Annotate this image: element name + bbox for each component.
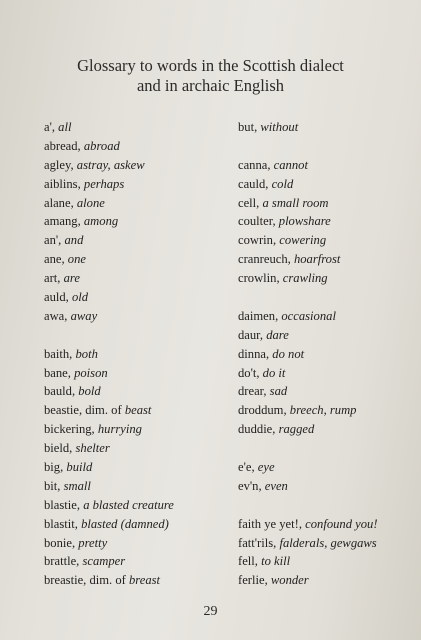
entry-term: brattle, [44,554,80,569]
entry-definition: beast [124,403,152,418]
entry-term: cowrin, [238,233,277,248]
entry-definition: blasted (damned) [81,516,169,531]
glossary-entry [44,137,174,156]
entry-definition: hurrying [97,422,142,437]
glossary-entry [44,250,174,269]
glossary-entry [238,212,378,231]
entry-term: daimen, [238,308,279,323]
glossary-entry [238,458,378,477]
glossary-entry [238,420,378,439]
entry-definition: both [75,346,98,361]
entry-definition: do it [262,365,286,380]
glossary-entry [44,552,174,571]
glossary-entry [44,307,174,326]
entry-term: bonie, [44,535,76,550]
entry-term: dinna, [238,346,270,361]
entry-definition: do not [272,346,305,361]
section-gap [238,496,378,515]
entry-definition: a blasted creature [83,497,174,512]
entry-definition: plowshare [278,214,331,229]
entry-definition: among [83,214,119,229]
page-number: 29 [203,604,218,619]
entry-term: a', [44,120,56,134]
section-gap [238,137,378,156]
entry-term: ferlie, [238,573,268,588]
entry-definition: breast [129,573,161,588]
section-gap [238,439,378,458]
glossary-entry [238,156,378,175]
entry-definition: alone [76,195,105,210]
glossary-entry [44,345,174,364]
glossary-entry [238,326,378,345]
entry-definition: cowering [279,233,327,248]
glossary-entry [238,118,378,137]
entry-definition: dare [266,327,289,342]
glossary-entry [44,194,174,213]
glossary-right-column [238,118,378,590]
entry-term: bauld, [44,384,76,399]
entry-term: bickering, [44,422,95,437]
entry-term: crowlin, [238,271,280,286]
glossary-entry [44,212,174,231]
entry-definition: scamper [82,554,126,569]
entry-definition: abroad [83,138,120,153]
entry-definition: breech, rump [289,403,357,418]
entry-definition: build [66,460,93,475]
entry-term: duddie, [238,422,276,437]
entry-definition: even [264,478,288,493]
entry-term: droddum, [238,403,287,418]
entry-term: e'e, [238,460,255,475]
glossary-entry [44,477,174,496]
glossary-entry [238,307,378,326]
entry-definition: eye [257,460,275,475]
glossary-entry [238,175,378,194]
entry-definition: poison [74,365,108,380]
section-gap [44,326,174,345]
entry-term: but, [238,120,258,134]
entry-term: auld, [44,290,69,305]
glossary-entry [238,515,378,534]
glossary-entry [44,118,174,137]
entry-term: agley, [44,157,74,172]
glossary-entry [238,269,378,288]
entry-term: do't, [238,365,260,380]
entry-definition: occasional [281,308,336,323]
entry-definition: one [67,252,86,267]
entry-term: abread, [44,138,81,153]
entry-term: awa, [44,308,68,323]
glossary-entry [238,345,378,364]
glossary-entry [44,231,174,250]
entry-definition: and [64,233,84,248]
entry-definition: are [63,271,80,286]
glossary-entry [44,496,174,515]
entry-definition: wonder [270,573,309,588]
entry-definition: bold [78,384,101,399]
glossary-entry [44,401,174,420]
entry-definition: ragged [278,422,315,437]
glossary-entry [44,420,174,439]
entry-definition: without [260,120,299,134]
entry-term: cell, [238,195,260,210]
entry-term: coulter, [238,214,276,229]
entry-term: breastie, dim. of [44,573,126,588]
entry-definition: to kill [261,554,291,569]
glossary-entry [44,515,174,534]
entry-term: fatt'rils, [238,535,277,550]
entry-term: blastit, [44,516,78,531]
glossary-left-column [44,118,174,590]
entry-definition: away [70,308,98,323]
entry-term: ev'n, [238,478,262,493]
glossary-entry [44,156,174,175]
entry-definition: a small room [262,195,329,210]
entry-definition: old [72,290,89,305]
glossary-entry [44,175,174,194]
section-gap [238,288,378,307]
glossary-entry [238,534,378,553]
entry-term: baith, [44,346,73,361]
glossary-entry [238,382,378,401]
entry-term: faith ye yet!, [238,516,302,531]
entry-term: blastie, [44,497,81,512]
glossary-entry [44,269,174,288]
entry-term: alane, [44,195,74,210]
entry-term: ane, [44,252,65,267]
glossary-entry [238,364,378,383]
entry-term: canna, [238,157,271,172]
entry-definition: sad [269,384,288,399]
entry-term: bane, [44,365,71,380]
entry-term: cranreuch, [238,252,291,267]
glossary-entry [44,534,174,553]
glossary-entry [44,364,174,383]
entry-term: amang, [44,214,81,229]
entry-definition: pretty [78,535,108,550]
entry-definition: hoarfrost [293,252,341,267]
glossary-entry [238,194,378,213]
entry-definition: shelter [75,441,110,456]
entry-definition: cannot [273,157,308,172]
entry-definition: crawling [282,271,328,286]
entry-definition: falderals, gewgaws [279,535,377,550]
entry-term: big, [44,460,64,475]
glossary-entry [238,231,378,250]
glossary-entry [44,439,174,458]
glossary-entry [44,382,174,401]
entry-term: aiblins, [44,176,81,191]
entry-term: bield, [44,441,73,456]
glossary-entry [238,250,378,269]
entry-term: bit, [44,478,61,493]
entry-definition: cold [271,176,294,191]
glossary-entry [238,571,378,590]
glossary-title [0,56,421,96]
entry-definition: small [63,478,91,493]
entry-term: drear, [238,384,267,399]
glossary-entry [44,571,174,590]
entry-term: fell, [238,554,258,569]
title-line-1: Glossary to words in the Scottish dialect [77,56,344,75]
glossary-entry [44,288,174,307]
glossary-entry [44,458,174,477]
glossary-entry [238,401,378,420]
entry-term: beastie, dim. of [44,403,122,418]
entry-definition: all [58,120,72,134]
entry-term: an', [44,233,62,248]
glossary-entry [238,552,378,571]
entry-definition: perhaps [83,176,125,191]
title-line-2: and in archaic English [136,76,285,95]
glossary-entry [238,477,378,496]
entry-definition: astray, askew [76,157,145,172]
entry-term: art, [44,271,61,286]
entry-definition: confound you! [305,516,378,531]
entry-term: daur, [238,327,264,342]
entry-term: cauld, [238,176,269,191]
